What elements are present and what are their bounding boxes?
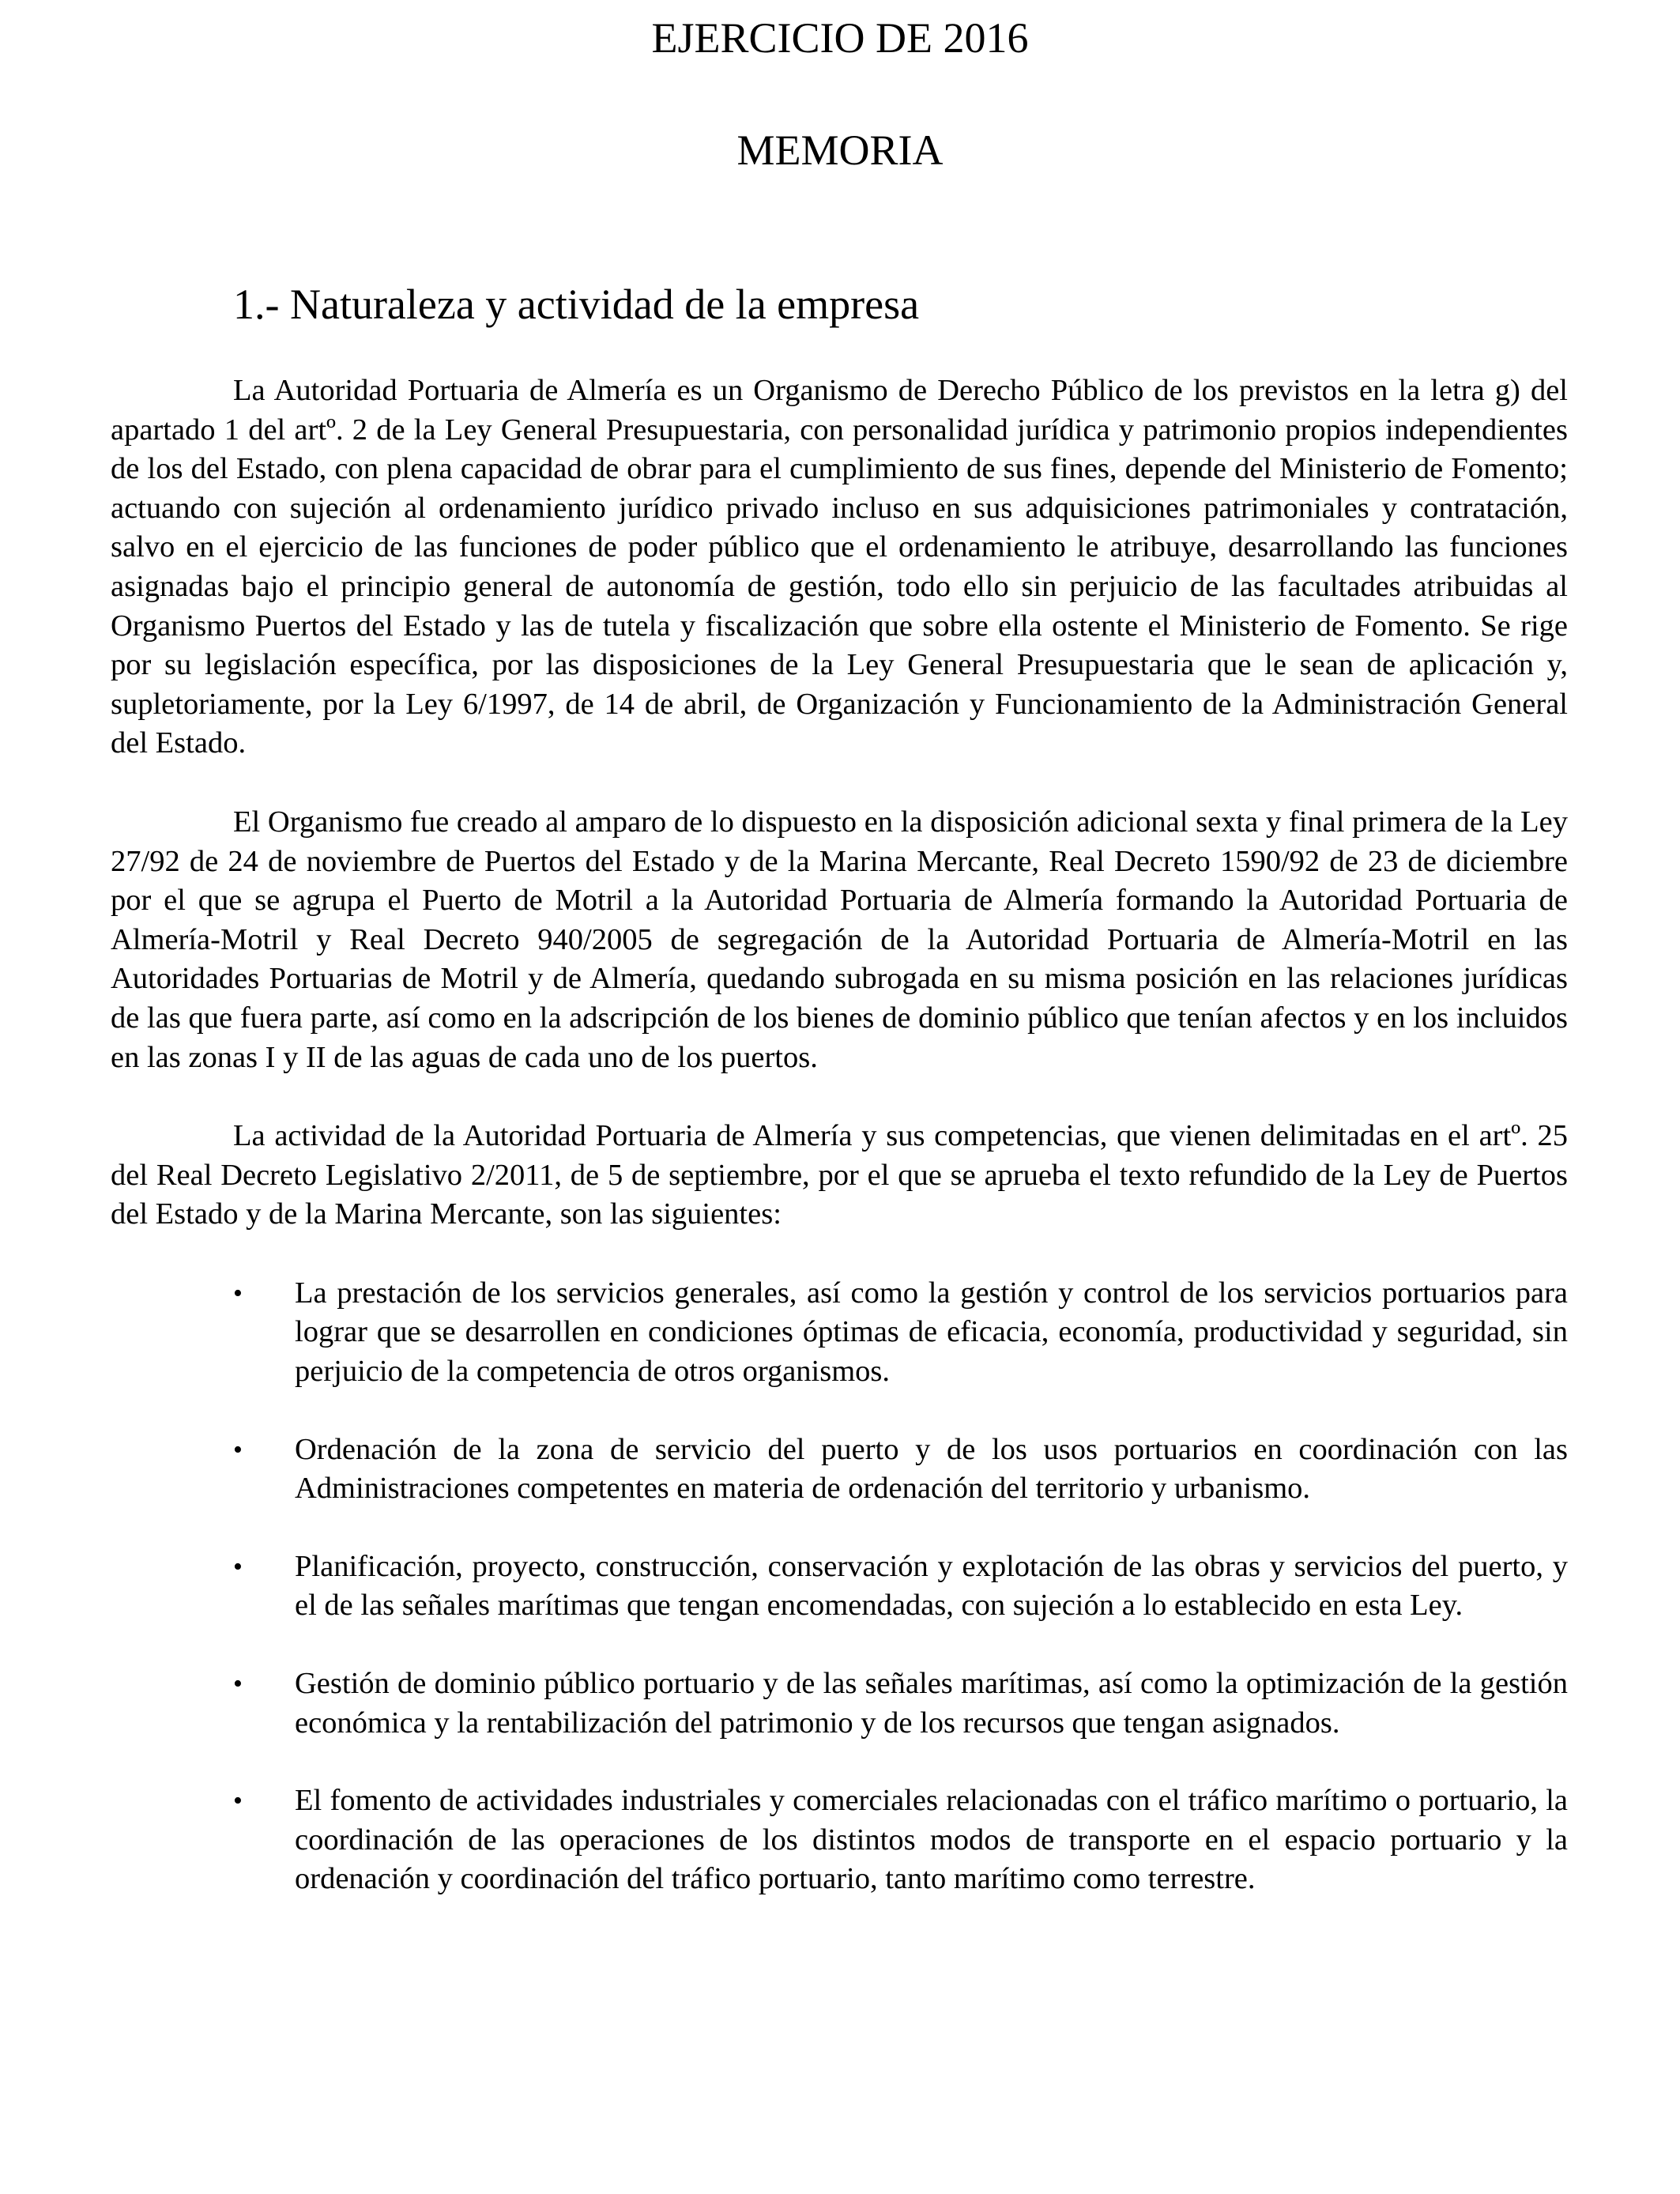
list-item <box>111 1274 1568 1392</box>
list-item <box>111 1431 1568 1509</box>
list-item-text: La prestación de los servicios generales, así como la gestión y control de los servicios portuarios para lograr que se desarrollen en condiciones óptimas de eficacia, economía, productividad y seguridad, sin perjuicio de la competencia de otros organismos. <box>295 1276 1568 1389</box>
list-item <box>111 1781 1568 1899</box>
paragraph-creation: El Organismo fue creado al amparo de lo dispuesto en la disposición adicional sexta y final primera de la Ley 27/92 de 24 de noviembre de Puertos del Estado y de la Marina Mercante, Real Decreto 1590/92 de 23 de diciembre por el que se agrupa el Puerto de Motril a la Autoridad Portuaria de Almería formando la Autoridad Portuaria de Almería-Motril y Real Decreto 940/2005 de segregación de la Autoridad Portuaria de Almería-Motril en las Autoridades Portuarias de Motril y de Almería, quedando subrogada en su misma posición en las relaciones jurídicas de las que fuera parte, así como en la adscripción de los bienes de dominio público que tenían afectos y en los incluidos en las zonas I y II de las aguas de cada uno de los puertos. <box>111 805 1568 1074</box>
list-item-text: El fomento de actividades industriales y comerciales relacionadas con el tráfico marítimo o portuario, la coordinación de las operaciones de los distintos modos de transporte en el espacio portuario y la ordenación y coordinación del tráfico portuario, tanto marítimo como terrestre. <box>295 1784 1568 1896</box>
year-title: EJERCICIO DE 2016 <box>651 14 1029 62</box>
bullet-icon: • <box>233 1786 243 1816</box>
list-item-text: Planificación, proyecto, construcción, conservación y explotación de las obras y servicios del puerto, y el de las señales marítimas que tengan encomendadas, con sujeción a lo establecido en esta Ley. <box>295 1549 1568 1623</box>
bullet-icon: • <box>233 1434 243 1465</box>
bullet-icon: • <box>233 1551 243 1581</box>
list-item <box>111 1664 1568 1743</box>
bullet-icon: • <box>233 1669 243 1699</box>
list-item-text: Ordenación de la zona de servicio del puerto y de los usos portuarios en coordinación con las Administraciones competentes en materia de ordenación del territorio y urbanismo. <box>295 1432 1568 1506</box>
document-title: MEMORIA <box>736 126 944 174</box>
bullet-icon: • <box>233 1278 243 1308</box>
paragraph-activity: La actividad de la Autoridad Portuaria de Almería y sus competencias, que vienen delimitadas en el artº. 25 del Real Decreto Legislativo 2/2011, de 5 de septiembre, por el que se aprueba el texto refundido de la Ley de Puertos del Estado y de la Marina Mercante, son las siguientes: <box>111 1119 1568 1231</box>
competencies-list <box>111 1274 1568 1899</box>
section-heading: 1.- Naturaleza y actividad de la empresa <box>233 281 920 328</box>
section-body <box>111 371 1568 1938</box>
paragraph-nature: La Autoridad Portuaria de Almería es un Organismo de Derecho Público de los previstos en la letra g) del apartado 1 del artº. 2 de la Ley General Presupuestaria, con personalidad jurídica y patrimonio propios independientes de los del Estado, con plena capacidad de obrar para el cumplimiento de sus fines, depende del Ministerio de Fomento; actuando con sujeción al ordenamiento jurídico privado incluso en sus adquisiciones patrimoniales y contratación, salvo en el ejercicio de las funciones de poder público que el ordenamiento le atribuye, desarrollando las funciones asignadas bajo el principio general de autonomía de gestión, todo ello sin perjuicio de las facultades atribuidas al Organismo Puertos del Estado y las de tutela y fiscalización que sobre ella ostente el Ministerio de Fomento. Se rige por su legislación específica, por las disposiciones de la Ley General Presupuestaria que le sean de aplicación y, supletoriamente, por la Ley 6/1997, de 14 de abril, de Organización y Funcionamiento de la Administración General del Estado. <box>111 374 1568 760</box>
list-item <box>111 1547 1568 1626</box>
list-item-text: Gestión de dominio público portuario y de las señales marítimas, así como la optimización de la gestión económica y la rentabilización del patrimonio y de los recursos que tengan asignados. <box>295 1667 1568 1740</box>
